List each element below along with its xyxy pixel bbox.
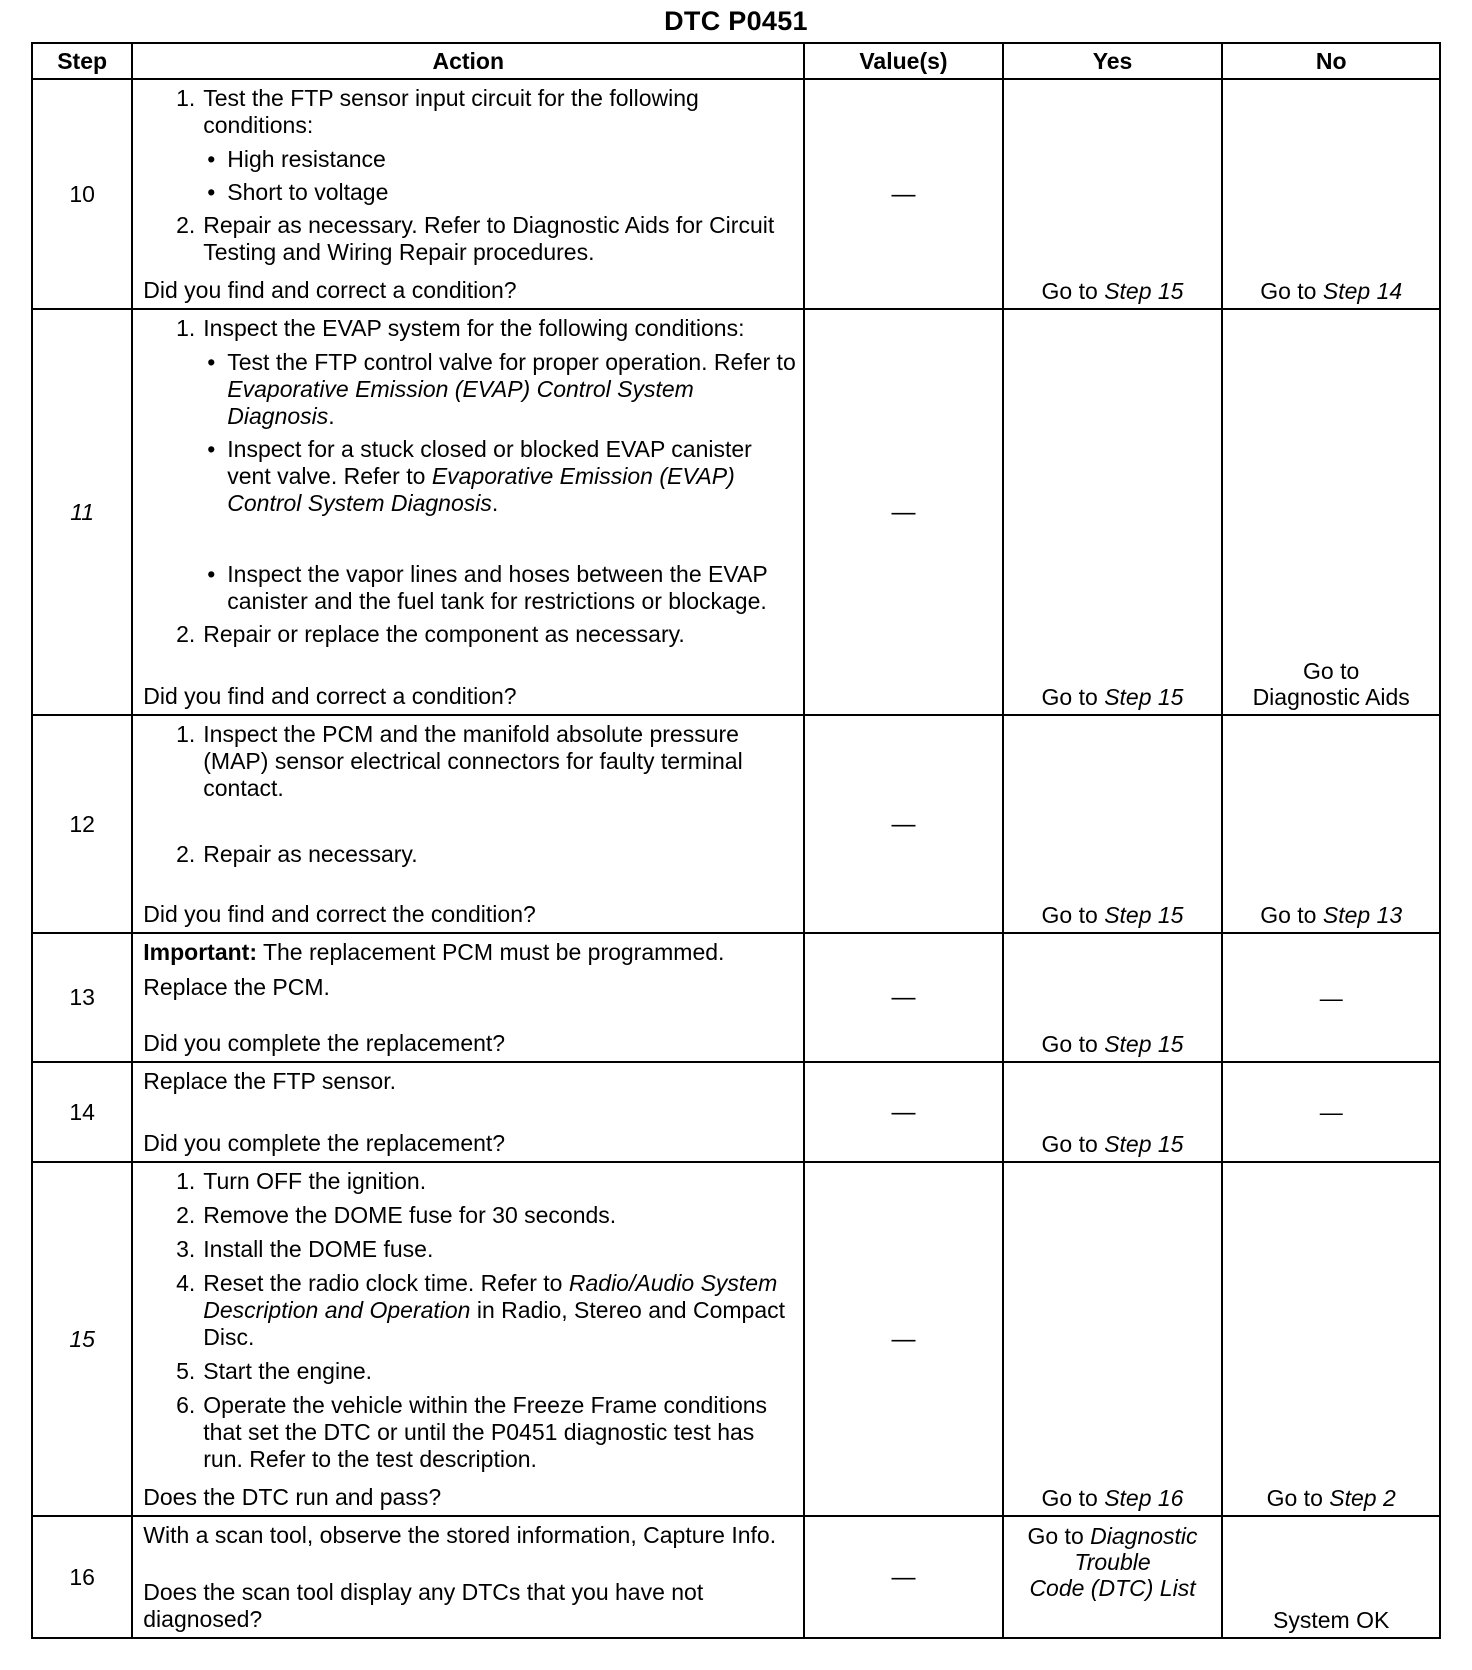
go-to-label: Go to bbox=[1260, 278, 1317, 304]
yes-cell bbox=[1003, 1162, 1223, 1516]
table-row-step-10 bbox=[32, 79, 1440, 309]
value-cell: — bbox=[804, 1162, 1002, 1516]
table-row-step-13 bbox=[32, 933, 1440, 1062]
reference-link[interactable]: Evaporative Emission (EVAP) Control System Diagnosis bbox=[227, 463, 735, 516]
bullet-text: Test the FTP control valve for proper operation. Refer to bbox=[227, 349, 796, 375]
value-cell: — bbox=[804, 715, 1002, 933]
table-row-step-16 bbox=[32, 1516, 1440, 1638]
header-no: No bbox=[1222, 43, 1440, 79]
dtc-list-link[interactable]: Code (DTC) List bbox=[1029, 1575, 1196, 1601]
action-text: Test the FTP sensor input circuit for the following conditions: bbox=[203, 85, 699, 138]
question-text: Did you complete the replacement? bbox=[143, 1130, 506, 1156]
bullet-icon: • bbox=[207, 436, 216, 462]
diagnostic-table bbox=[31, 42, 1441, 1639]
value-cell: — bbox=[804, 1062, 1002, 1162]
important-text: The replacement PCM must be programmed. bbox=[262, 939, 725, 965]
list-number: 6. bbox=[176, 1392, 196, 1418]
header-yes: Yes bbox=[1003, 43, 1223, 79]
action-cell bbox=[132, 1062, 804, 1162]
bullet-icon: • bbox=[207, 146, 216, 172]
step-number: 14 bbox=[32, 1062, 132, 1162]
no-cell bbox=[1222, 309, 1440, 715]
bullet-text: Inspect the vapor lines and hoses between the EVAP canister and the fuel tank for restrictions or blockage. bbox=[227, 561, 768, 614]
list-number: 3. bbox=[176, 1236, 196, 1262]
important-label: Important: bbox=[143, 939, 257, 965]
list-number: 5. bbox=[176, 1358, 196, 1384]
page-title: DTC P0451 bbox=[664, 6, 808, 36]
step-number: 16 bbox=[32, 1516, 132, 1638]
yes-step-link[interactable]: Step 16 bbox=[1104, 1485, 1184, 1511]
action-text: Inspect the PCM and the manifold absolute pressure (MAP) sensor electrical connectors for faulty terminal contact. bbox=[203, 721, 743, 801]
action-text: Start the engine. bbox=[203, 1358, 373, 1384]
go-to-label: Go to bbox=[1303, 658, 1360, 684]
list-number: 1. bbox=[176, 315, 196, 341]
list-number: 1. bbox=[176, 1168, 196, 1194]
action-text: Turn OFF the ignition. bbox=[203, 1168, 427, 1194]
yes-cell bbox=[1003, 309, 1223, 715]
list-number: 1. bbox=[176, 721, 196, 747]
no-cell bbox=[1222, 1162, 1440, 1516]
list-number: 2. bbox=[176, 212, 196, 238]
action-cell bbox=[132, 933, 804, 1062]
no-cell bbox=[1222, 715, 1440, 933]
question-text: Does the DTC run and pass? bbox=[143, 1484, 442, 1510]
yes-cell bbox=[1003, 933, 1223, 1062]
action-text: Repair as necessary. bbox=[203, 841, 418, 867]
header-row bbox=[32, 43, 1440, 79]
header-values: Value(s) bbox=[804, 43, 1002, 79]
action-text: Repair or replace the component as necessary. bbox=[203, 621, 685, 647]
action-text: Install the DOME fuse. bbox=[203, 1236, 434, 1262]
list-number: 1. bbox=[176, 85, 196, 111]
go-to-label: Go to bbox=[1266, 1485, 1323, 1511]
list-number: 2. bbox=[176, 1202, 196, 1228]
dtc-list-link[interactable]: Trouble bbox=[1074, 1549, 1151, 1575]
reference-link[interactable]: Radio/Audio System Description and Operation bbox=[203, 1270, 778, 1323]
go-to-label: Go to bbox=[1041, 684, 1098, 710]
bullet-text: Short to voltage bbox=[227, 179, 389, 205]
step-number: 10 bbox=[32, 79, 132, 309]
action-cell: 1. Inspect the EVAP system for the following conditions: • Test the FTP control valve for proper operation. Refer to Evaporative Emission (EVAP) Control System Diagnosis. • Inspect for a stuck closed or blocked EVAP canister vent valve. Refer to Evaporative Emission (EVAP) Control System Diagnosis. • Inspect the vapor lines and hoses between the EVAP canister and the fuel tank for restrictions or blockage. 2. Repair or replace the component as necessary. Did you find and correct a condition? bbox=[132, 309, 804, 715]
yes-step-link[interactable]: Step 15 bbox=[1104, 278, 1184, 304]
question-text: Did you find and correct the condition? bbox=[143, 901, 536, 927]
go-to-label: Go to bbox=[1041, 1031, 1098, 1057]
question-text: Did you complete the replacement? bbox=[143, 1030, 506, 1056]
table-row-step-11 bbox=[32, 309, 1440, 715]
bullet-icon: • bbox=[207, 349, 216, 375]
action-text: Remove the DOME fuse for 30 seconds. bbox=[203, 1202, 617, 1228]
question-text: Does the scan tool display any DTCs that you have not diagnosed? bbox=[143, 1579, 704, 1632]
go-to-label: Go to bbox=[1041, 902, 1098, 928]
yes-step-link[interactable]: Step 15 bbox=[1104, 1031, 1184, 1057]
table-row-step-14 bbox=[32, 1062, 1440, 1162]
reference-link[interactable]: Evaporative Emission (EVAP) Control System Diagnosis bbox=[227, 376, 694, 429]
bullet-icon: • bbox=[207, 179, 216, 205]
step-number: 12 bbox=[32, 715, 132, 933]
action-text: Operate the vehicle within the Freeze Frame conditions that set the DTC or until the P0451 diagnostic test has run. Refer to the test description. bbox=[203, 1392, 768, 1472]
action-cell bbox=[132, 79, 804, 309]
action-cell bbox=[132, 715, 804, 933]
yes-cell bbox=[1003, 79, 1223, 309]
no-step-link[interactable]: Step 14 bbox=[1322, 278, 1403, 304]
no-cell: — bbox=[1222, 933, 1440, 1062]
yes-step-link[interactable]: Step 15 bbox=[1104, 684, 1184, 710]
dtc-list-link[interactable]: Diagnostic bbox=[1090, 1523, 1198, 1549]
header-step: Step bbox=[32, 43, 132, 79]
action-text: Repair as necessary. Refer to Diagnostic Aids for Circuit Testing and Wiring Repair procedures. bbox=[203, 212, 775, 265]
go-to-label: Go to bbox=[1027, 1523, 1084, 1549]
go-to-label: Go to bbox=[1260, 902, 1317, 928]
yes-step-link[interactable]: Step 15 bbox=[1104, 1131, 1184, 1157]
step-number: 15 bbox=[32, 1162, 132, 1516]
table-row-step-15 bbox=[32, 1162, 1440, 1516]
action-text: Reset the radio clock time. Refer to bbox=[203, 1270, 563, 1296]
yes-cell bbox=[1003, 1516, 1223, 1638]
action-text: Inspect the EVAP system for the following conditions: bbox=[203, 315, 745, 341]
action-text: in Radio, Stereo and Compact Disc. bbox=[203, 1297, 785, 1350]
no-cell: — bbox=[1222, 1062, 1440, 1162]
question-text: Did you find and correct a condition? bbox=[143, 683, 517, 709]
action-cell bbox=[132, 1516, 804, 1638]
value-cell: — bbox=[804, 933, 1002, 1062]
action-text: With a scan tool, observe the stored information, Capture Info. bbox=[143, 1522, 777, 1548]
value-cell: — bbox=[804, 1516, 1002, 1638]
action-text: Replace the FTP sensor. bbox=[143, 1068, 396, 1094]
no-diagnostic-aids-link[interactable]: Diagnostic Aids bbox=[1252, 684, 1410, 710]
go-to-label: Go to bbox=[1041, 1485, 1098, 1511]
value-cell: — bbox=[804, 79, 1002, 309]
bullet-icon: • bbox=[207, 561, 216, 587]
action-cell bbox=[132, 1162, 804, 1516]
action-text: Replace the PCM. bbox=[143, 974, 330, 1000]
no-step-link[interactable]: Step 2 bbox=[1329, 1485, 1396, 1511]
no-cell: System OK bbox=[1222, 1516, 1440, 1638]
go-to-label: Go to bbox=[1041, 1131, 1098, 1157]
go-to-label: Go to bbox=[1041, 278, 1098, 304]
bullet-text: Inspect for a stuck closed or blocked EVAP canister vent valve. Refer to bbox=[227, 436, 752, 489]
yes-cell bbox=[1003, 715, 1223, 933]
table-row-step-12 bbox=[32, 715, 1440, 933]
list-number: 2. bbox=[176, 621, 196, 647]
question-text: Did you find and correct a condition? bbox=[143, 277, 517, 303]
no-step-link[interactable]: Step 13 bbox=[1322, 902, 1403, 928]
value-cell: — bbox=[804, 309, 1002, 715]
header-action: Action bbox=[132, 43, 804, 79]
no-cell bbox=[1222, 79, 1440, 309]
yes-step-link[interactable]: Step 15 bbox=[1104, 902, 1184, 928]
bullet-text: High resistance bbox=[227, 146, 386, 172]
list-number: 2. bbox=[176, 841, 196, 867]
step-number: 11 bbox=[32, 309, 132, 715]
step-number: 13 bbox=[32, 933, 132, 1062]
yes-cell bbox=[1003, 1062, 1223, 1162]
list-number: 4. bbox=[176, 1270, 196, 1296]
